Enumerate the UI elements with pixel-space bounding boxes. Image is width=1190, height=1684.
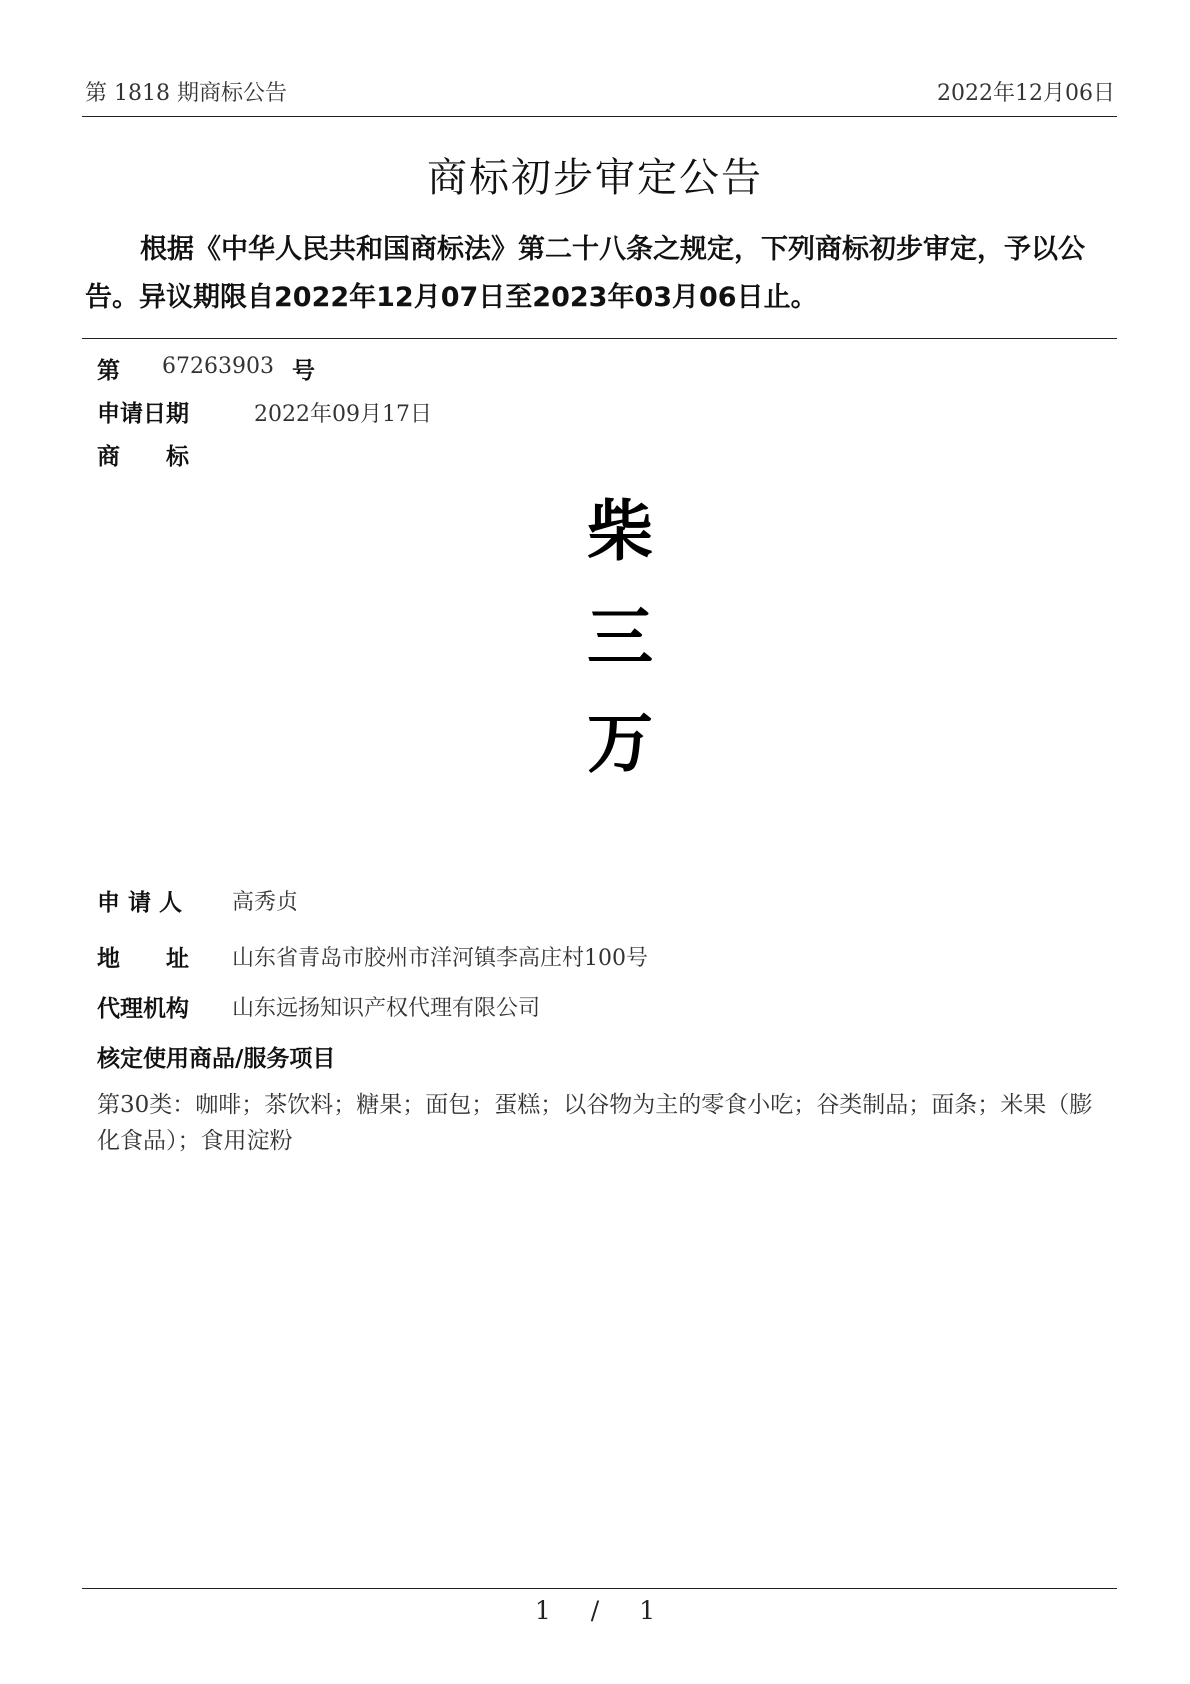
agent-label: 代理机构 [97, 996, 189, 1022]
trademark-char-2: 三 [587, 598, 653, 676]
address-label: 地 址 [97, 946, 189, 972]
trademark-image [560, 492, 680, 816]
trademark-char-1: 柴 [587, 492, 653, 570]
applicant-name: 高秀贞 [232, 890, 299, 915]
page-indicator [0, 1596, 1190, 1625]
header-date: 2022年12月06日 [937, 81, 1115, 106]
registration-number: 67263903 [162, 354, 274, 379]
page-separator: / [590, 1596, 600, 1625]
goods-label: 核定使用商品/服务项目 [97, 1046, 336, 1072]
section-rule [82, 338, 1117, 339]
mark-label: 商 标 [97, 444, 189, 470]
page-current: 1 [534, 1596, 551, 1625]
issue-number: 第 1818 期商标公告 [85, 81, 287, 106]
intro-paragraph: 根据《中华人民共和国商标法》第二十八条之规定，下列商标初步审定，予以公告。异议期限自2022年12月07日至2023年03月06日止。 [85, 234, 1085, 313]
applicant-label: 申 请 人 [97, 890, 183, 916]
filing-date-label: 申请日期 [97, 401, 189, 427]
applicant-address: 山东省青岛市胶州市洋河镇李高庄村100号 [232, 946, 648, 971]
page-total: 1 [639, 1596, 656, 1625]
page-title: 商标初步审定公告 [427, 155, 763, 201]
agent-name: 山东远扬知识产权代理有限公司 [232, 996, 541, 1021]
number-suffix-label: 号 [292, 358, 315, 384]
trademark-char-3: 万 [587, 704, 653, 782]
goods-list: 第30类：咖啡；茶饮料；糖果；面包；蛋糕；以谷物为主的零食小吃；谷类制品；面条；米果（膨化食品）；食用淀粉 [97, 1092, 1093, 1154]
footer-rule [82, 1588, 1117, 1589]
header-rule [82, 116, 1117, 117]
filing-date: 2022年09月17日 [254, 402, 432, 427]
number-prefix-label: 第 [97, 358, 120, 384]
